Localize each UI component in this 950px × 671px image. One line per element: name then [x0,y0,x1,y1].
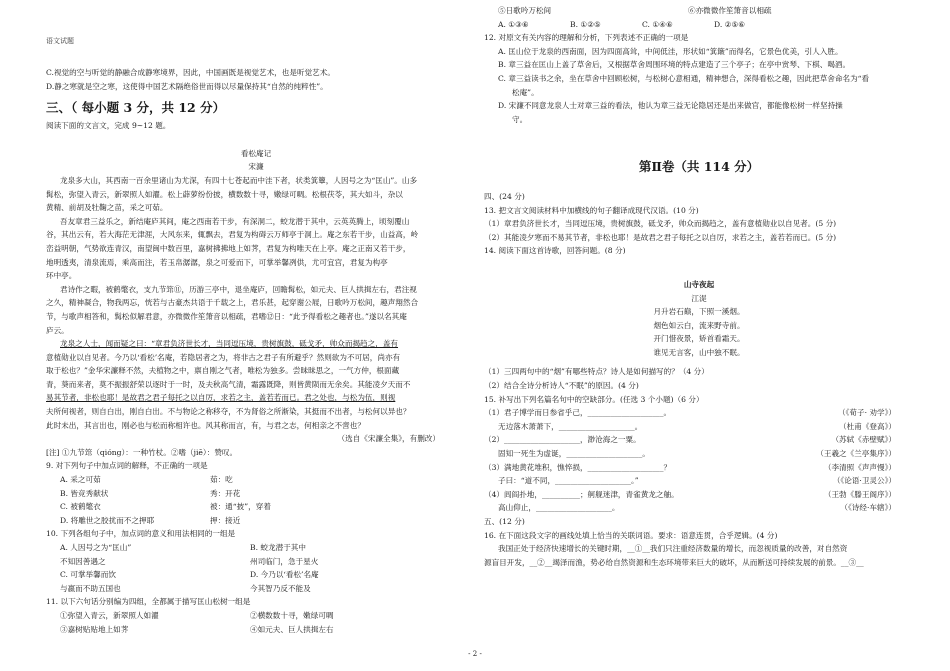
article-author: 宋濂 [248,162,264,172]
q10-row: 不知因善遇之 州司临门，急于星火 [60,556,319,566]
q12-option: C. 章三益读书之余，坐在草舍中回顾松树，与松树心意相通，精神想合，深得看松之趣，因此把草舍命名为“看 [498,73,870,83]
q9-option-a: A. 采之可茹 茹：吃 [60,475,233,485]
p3-line: 君诗作之暇，被鹤氅衣，支九节筇⑪，历游三亭中，退坐庵庐，回瞻髯松，如元夫、巨人拱揖左右，君注视 [60,284,417,294]
p2-line: 峦益明朝，气势欲连青汉，南望闽中数百里，嘉树拂拂地上如荠，君复为构唯天在上亭。庵之正南又若干步， [46,243,411,253]
q11-row: ③嘉树贴贴地上如荠 ④如元夫、巨人拱揖左右 [60,624,334,634]
q11-row: ⑤日歌吟万松间 ⑥亦微微作笙箫音以相疏 [498,6,772,15]
q15-item: 高山仰止，____________________。 （《诗经·车辖》） [498,503,896,513]
left-column [46,66,466,636]
q11-row: ①弥望入青云，新翠照人如濯 ②横数数十寻，嫩绿可啁 [60,610,334,620]
question-11: 11. 以下六句话分别编为四组，全都属于描写匡山松树一组是 [46,597,251,607]
p2-line: 谷，其出云有，若大海茫无津涯，大风东来，辄飘去，君复为构碍云万师亭于洞上。庵之东若干步，山益高，岭 [46,230,419,240]
option-d: D.静之寒就是空之寒，这使得中国艺术隔绝俗世而得以尽量保持其“自然的纯粹性”。 [46,81,328,91]
p2-line: 环中亭。 [46,271,77,281]
p4-line: 易其节者，非松也耶！是故君之君子每托之以自厉，求若之主，盖若若而已。君之处也，与松为伍，则视 [46,393,396,403]
page-number: - 2 - [468,650,482,658]
poem-line: 月升岩石巅，下照一溪烟。 [653,307,745,317]
question-15: 15. 补写出下列名篇名句中的空缺部分。(任选 3 个小题)（6 分） [484,394,704,404]
p4-line: 青，葵而来者，莫不振振舒荣以逐时于一时，及夫秋高气清，霜露既降，则皆黄陨而无余矣。其能凌夕天而不 [46,379,411,389]
q16-text: 源盲目开发，__②__竭泽而渔，势必给自然资源和生态环境带来巨大的破坏，从而断送可持续发展的前景。__③__ [484,557,864,567]
poem-author: 江湜 [691,293,707,303]
q12-option: A. 匡山位于龙泉的西南面，因为四面高耸，中间低洼，形状如“箕簸”而得名，它景色优美，引人入胜。 [498,46,843,56]
instruction: 阅读下面的文言文，完成 9~12 题。 [46,121,171,131]
p1-line: 龙泉多大山，其西南一百余里诸山为尤深，有四十七苍起而中洼下者，状类箕簟，人因号之为“匡山”。山多 [60,175,418,185]
q12-option: 松庵”。 [512,87,539,97]
part-2-heading: 第Ⅱ卷（共 114 分） [638,159,760,175]
p2-line: 吾友章君三益乐之，新结庵庐其间，庵之西南若干步，有深洞二，蛟龙潜于其中，云英英腾上，顷刻覆山 [60,216,410,226]
question-9: 9. 对下列句子中加点词的解释，不正确的一项是 [46,461,208,471]
p4-line: 此时未出，其言出也，刚必也与松而称相许也。风其称而言，有，与君之志，何相亲之不啻也？ [46,420,365,430]
option-c: C.视觉的空与听觉的静融合成静寒境界，因此，中国画既是视觉艺术，也是听觉艺术。 [46,68,335,77]
q12-option: 守。 [512,114,528,124]
p4-line: 龙泉之人士，闻而疑之曰：“章君负济世长才，当同逗压境，贵树旗鼓，砥戈矛，帅众而揭趋之，盖有 [60,339,399,349]
q9-option-d: D. 将雕世之胶扰而不之押耶 押：接近 [60,515,241,525]
right-column [484,6,914,569]
p4-line: 夫所何视者，则自白出，刚自白出。不与物论之称移夺，不为肾俗之所渐染，其挺而不出者，与松何以异也？ [46,407,411,417]
p1-line: 黄精、前胡及牡鞠之苗，采之可茹。 [46,203,168,213]
p4-line: 取于松也？”金华宋濂释不然，夫植物之中，禀自刚之气者，唯松为独多。尝昧昧思之，一气方仲，根面藏 [46,366,400,376]
q14-part-1: （1）三四两句中的“烟”有哪些特点？诗人是如何描写的？（4 分） [484,367,709,377]
q9-option-b: B. 皆竞秀献状 秀：开花 [60,488,241,498]
q13-part-2: （2）其能凌夕寒而不易其节者，非松也耶！是故君之君子每托之以自厉，求若之主，盖若若而已。(5 分) [484,232,837,242]
p1-line: 髯松，弥望入青云，新翠照人如濯。松上薜萝纷份披，横数数十寻，嫩绿可啁。松根茯苓，其大如斗，杂以 [46,189,403,199]
poem-line: 开门惜夜景，矫首看霜天。 [653,334,745,344]
p3-line: 庐云。 [46,325,69,335]
question-10: 10. 下列各组句子中，加点词的意义和用法相同的一组是 [46,529,236,539]
poem-line: 烟色如云白，流来野寺前。 [653,320,745,330]
question-14: 14. 阅读下面这首诗歌，回答问题。(8 分) [484,246,626,256]
q15-item: （4）闾阎扑地，__________；舸舰迷津，青雀黄龙之舳。 （王勃《滕王阁序》） [484,489,896,499]
p3-line: 节，与歌声相答和，髯松似解君意，亦微微作笙箫音以相疏，君嗜⑫日：“此予得看松之趣者也。”遂以名其庵 [46,311,407,321]
q16-text: 我国正处于经济快速增长的关键时期，__①__我们只注重经济数量的增长，而忽视质量的改善，对自然资 [498,544,848,554]
p4-line: 意植勋业以自见者。今乃以‘看松’名庵，若隐居者之为，将非古之君子有所避乎？然则欲为不可居，尚亦有 [46,352,401,362]
question-13: 13. 把文言文阅读材料中加横线的句子翻译成现代汉语。(10 分) [484,205,699,215]
q15-item: 子曰：“道不同，____________________。” （《论语·卫灵公》） [498,476,896,486]
q14-part-2: （2）结合全诗分析诗人“不眠”的原因。(4 分) [484,381,639,391]
q12-option: D. 宋濂不同意龙泉人士对章三益的看法，他认为章三益无论隐居还是出来做官，都能像松树一样坚持操 [498,101,843,111]
annotation: [注] ①九节筇（qióng）：一种竹杖。②嗜（jiē）：赞叹。 [46,447,238,457]
q12-option: B. 章三益在匡山上盖了草舍后，又根据草舍周围环境的特点建造了三个亭子；在亭中赏琴、下棋、喝酒。 [498,60,851,70]
section-3-heading: 三、（ 每小题 3 分，共 12 分） [46,100,226,116]
q9-option-c: C. 被鹤氅衣 被：通“披”，穿着 [60,502,271,512]
q13-part-1: （1）章君负济世长才，当同逗压境，贵树旗鼓，砥戈矛，帅众而揭趋之，盖有意植勋业以自见者。(5 分) [484,219,837,229]
article-title: 看松庵记 [240,148,272,158]
question-16: 16. 在下面这段文字的画线处填上恰当的关联词语。要求：语意连贯，合乎逻辑。(4 分) [484,530,778,540]
q15-item: 固知一死生为虚诞，____________________。 （王羲之《兰亭集序》） [498,449,896,459]
p2-line: 地明透夷，清泉流焉，乘高而注，若玉帛潺潺，泉之可爱而下，可掌举馨冽供，尤可宜宫，君复为构亭 [46,257,388,267]
poem-title: 山寺夜起 [683,279,715,289]
question-12: 12. 对原文有关内容的理解和分析，下列表述不正确的一项是 [484,33,689,43]
source-note: （选自《宋濂全集》，有删改） [337,434,440,444]
q10-row: A. 人因号之为“匡山” B. 蛟龙潜于其中 [60,543,306,552]
p3-line: 之久，精神凝合，物我两忘，恍若与古豪杰共语于千载之上，君乐甚，起穿谢公屐，日歌吟万松间，趣声翔然合 [46,298,419,308]
subject-header: 语文试题 [46,37,74,45]
section-4-heading: 四、(24 分) [484,191,525,201]
q15-item: （3）满地黄花堆积，憔悴损，____________________？ （李清照《声声慢》） [484,462,896,472]
q11-answers: A. ①③⑥ B. ①②⑤ C. ①④⑥ D. ②⑤⑥ [498,19,746,29]
q10-row: C. 可掌举馨而饮 D. 今乃以‘看松’名庵 [60,570,319,580]
poem-line: 谁见无言客，山中独不眠。 [653,347,745,357]
q15-item: （1）君子博学而日参省乎己，____________________。 （《荀子· 劝学》） [484,408,896,418]
q10-row: 与嬴而不助五国也 今其智乃反不能及 [60,583,311,593]
q15-item: 无边落木萧萧下，____________________。 （杜甫《登高》） [498,421,896,431]
q15-item: （2）____________________，渺沧海之一粟。 （苏轼《赤壁赋》） [484,435,896,445]
section-5-heading: 五、(12 分) [484,517,525,526]
